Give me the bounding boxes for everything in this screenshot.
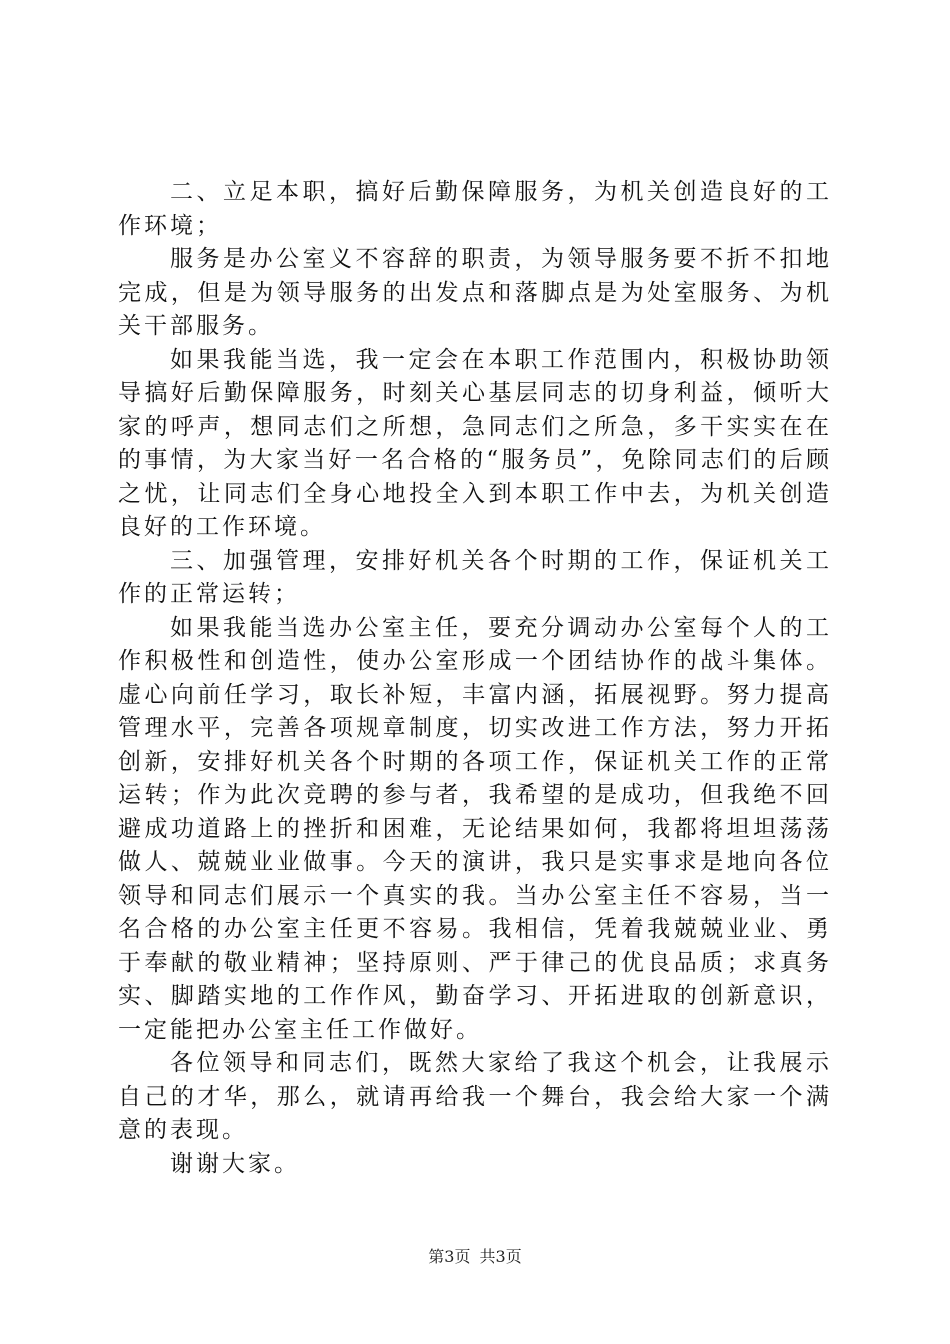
paragraph-if-elected-service: 如果我能当选，我一定会在本职工作范围内，积极协助领导搞好后勤保障服务，时刻关心基层同志的切身利益，倾听大家的呼声，想同志们之所想，急同志们之所急，多干实实在在的事情，为大家当好一名合格的“服务员”，免除同志们的后顾之忧，让同志们全身心地投全入到本职工作中去，为机关创造良好的工作环境。 bbox=[118, 346, 832, 540]
paragraph-if-elected-director: 如果我能当选办公室主任，要充分调动办公室每个人的工作积极性和创造性，使办公室形成一个团结协作的战斗集体。虚心向前任学习，取长补短，丰富内涵，拓展视野。努力提高管理水平，完善各项规章制度，切实改进工作方法，努力开拓创新，安排好机关各个时期的各项工作，保证机关工作的正常运转；作为此次竞聘的参与者，我希望的是成功，但我绝不回避成功道路上的挫折和困难，无论结果如何，我都将坦坦荡荡做人、兢兢业业做事。今天的演讲，我只是实事求是地向各位领导和同志们展示一个真实的我。当办公室主任不容易，当一名合格的办公室主任更不容易。我相信，凭着我兢兢业业、勇于奉献的敬业精神；坚持原则、严于律己的优良品质；求真务实、脚踏实地的工作作风，勤奋学习、开拓进取的创新意识，一定能把办公室主任工作做好。 bbox=[118, 614, 832, 1043]
paragraph-section-three-heading: 三、加强管理，安排好机关各个时期的工作，保证机关工作的正常运转； bbox=[118, 547, 832, 607]
document-body bbox=[118, 176, 832, 1181]
paragraph-closing-request: 各位领导和同志们，既然大家给了我这个机会，让我展示自己的才华，那么，就请再给我一个舞台，我会给大家一个满意的表现。 bbox=[118, 1050, 832, 1143]
page-total: 共3页 bbox=[479, 1247, 522, 1266]
page-footer bbox=[0, 1244, 950, 1267]
page-number: 第3页 bbox=[428, 1247, 471, 1266]
paragraph-service-duty: 服务是办公室义不容辞的职责，为领导服务要不折不扣地完成，但是为领导服务的出发点和落脚点是为处室服务、为机关干部服务。 bbox=[118, 246, 832, 339]
paragraph-thanks: 谢谢大家。 bbox=[170, 1150, 300, 1177]
paragraph-section-two-heading: 二、立足本职，搞好后勤保障服务，为机关创造良好的工作环境； bbox=[118, 179, 832, 239]
